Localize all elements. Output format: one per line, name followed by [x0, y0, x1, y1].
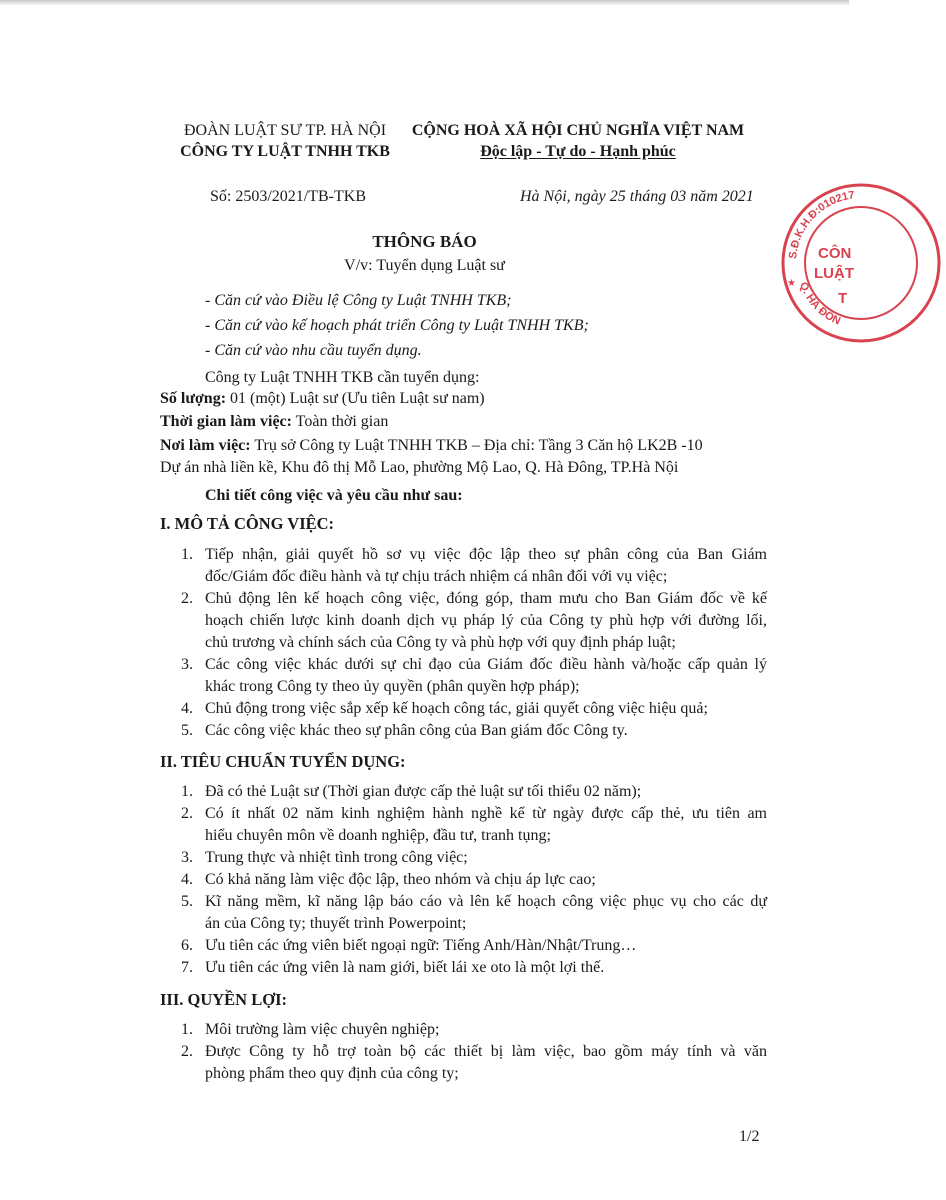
- list-text: Đã có thẻ Luật sư (Thời gian được cấp thẻ luật sư tối thiểu 02 năm);: [205, 783, 642, 800]
- list-item: [181, 803, 767, 847]
- list-number: 1.: [181, 1021, 193, 1038]
- section-heading: III. QUYỀN LỢI:: [160, 990, 287, 1009]
- section-heading: I. MÔ TẢ CÔNG VIỆC:: [160, 514, 335, 533]
- basis-line-1: - Căn cứ vào Điều lệ Công ty Luật TNHH TKB;: [205, 292, 512, 309]
- list-number: 4.: [181, 700, 193, 717]
- list-item: [181, 847, 767, 869]
- section-list: [181, 1019, 767, 1085]
- list-number: 2.: [181, 1043, 193, 1060]
- work-time-line: [160, 411, 388, 433]
- list-item: [181, 781, 767, 803]
- list-item: [181, 720, 767, 742]
- list-item: [181, 654, 767, 698]
- document-date: Hà Nội, ngày 25 tháng 03 năm 2021: [520, 188, 754, 205]
- list-item: [181, 869, 767, 891]
- list-item: [181, 588, 767, 654]
- work-time-value: Toàn thời gian: [291, 413, 389, 430]
- header-left: [160, 120, 410, 162]
- list-text: Được Công ty hỗ trợ toàn bộ các thiết bị làm việc, bao gồm máy tính và văn: [205, 1043, 767, 1060]
- list-text: Trung thực và nhiệt tình trong công việc;: [205, 849, 468, 866]
- list-text: Các công việc khác dưới sự chỉ đạo của Giám đốc điều hành và/hoặc cấp quản lý: [205, 656, 767, 673]
- company-seal: [776, 178, 946, 348]
- work-place-label: Nơi làm việc:: [160, 437, 251, 454]
- seal-ring-text: S.Đ.K.H.Đ:010217: [787, 189, 856, 260]
- work-place-value: Trụ sở Công ty Luật TNHH TKB – Địa chỉ: Tầng 3 Căn hộ LK2B -10: [250, 437, 703, 454]
- work-place-address: Dự án nhà liền kề, Khu đô thị Mỗ Lao, phường Mộ Lao, Q. Hà Đông, TP.Hà Nội: [160, 459, 679, 476]
- list-text: Kĩ năng mềm, kĩ năng lập báo cáo và lên kế hoạch công việc phục vụ cho các dự: [205, 893, 767, 910]
- list-item: [181, 935, 767, 957]
- seal-ring-bottom-text: Q. HÀ ĐÔN: [796, 280, 843, 328]
- work-time-label: Thời gian làm việc:: [160, 413, 292, 430]
- details-heading: Chi tiết công việc và yêu cầu như sau:: [205, 487, 463, 504]
- header-right: [408, 120, 748, 162]
- seal-inner-ring: [805, 207, 917, 319]
- national-title: CỘNG HOÀ XÃ HỘI CHỦ NGHĨA VIỆT NAM: [411, 122, 745, 139]
- section-heading: II. TIÊU CHUẨN TUYỂN DỤNG:: [160, 752, 406, 771]
- seal-text-line-2: LUẬT: [814, 265, 854, 282]
- document-subtitle: V/v: Tuyển dụng Luật sư: [344, 257, 505, 274]
- quantity-label: Số lượng:: [160, 390, 227, 407]
- list-text: Chủ động lên kế hoạch công việc, đóng góp, tham mưu cho Ban Giám đốc về kế: [205, 590, 767, 607]
- document-title: THÔNG BÁO: [372, 232, 477, 251]
- list-number: 1.: [181, 783, 193, 800]
- list-number: 3.: [181, 656, 193, 673]
- list-item: [181, 957, 767, 979]
- seal-star-icon: ★: [787, 278, 796, 289]
- intro-text: Công ty Luật TNHH TKB cần tuyển dụng:: [205, 369, 480, 386]
- list-text: Các công việc khác theo sự phân công của Ban giám đốc Công ty.: [205, 722, 628, 739]
- list-text: Có ít nhất 02 năm kinh nghiệm hành nghề kể từ ngày được cấp thẻ, ưu tiên am: [205, 805, 767, 822]
- list-number: 2.: [181, 805, 193, 822]
- list-text: Tiếp nhận, giải quyết hồ sơ vụ việc độc lập theo sự phân công của Ban Giám: [205, 546, 767, 563]
- list-text: hoạch chiến lược kinh doanh dịch vụ pháp lý của Công ty phù hợp với đường lối,: [205, 612, 767, 629]
- list-item: [181, 1019, 767, 1041]
- scan-edge: [0, 0, 849, 5]
- company-name: CÔNG TY LUẬT TNHH TKB: [180, 143, 390, 160]
- list-text: khác trong Công ty theo ủy quyền (phân quyền hợp pháp);: [205, 678, 580, 695]
- basis-line-2: - Căn cứ vào kế hoạch phát triển Công ty Luật TNHH TKB;: [205, 317, 589, 334]
- list-text: Có khả năng làm việc độc lập, theo nhóm và chịu áp lực cao;: [205, 871, 596, 888]
- list-text: Chủ động trong việc sắp xếp kế hoạch công tác, giải quyết công việc hiệu quả;: [205, 700, 708, 717]
- seal-outer-ring: [783, 185, 939, 341]
- list-item: [181, 698, 767, 720]
- list-text: Môi trường làm việc chuyên nghiệp;: [205, 1021, 440, 1038]
- work-place-line: [160, 435, 703, 457]
- quantity-line: [160, 388, 485, 410]
- list-number: 3.: [181, 849, 193, 866]
- list-text: phòng phẩm theo quy định của công ty;: [205, 1065, 459, 1082]
- quantity-value: 01 (một) Luật sư (Ưu tiên Luật sư nam): [226, 390, 485, 407]
- list-item: [181, 544, 767, 588]
- list-text: Ưu tiên các ứng viên là nam giới, biết lái xe oto là một lợi thế.: [205, 959, 605, 976]
- list-item: [181, 1041, 767, 1085]
- basis-line-3: - Căn cứ vào nhu cầu tuyển dụng.: [205, 342, 422, 359]
- list-number: 5.: [181, 893, 193, 910]
- seal-text-line-3: T: [838, 290, 848, 307]
- list-text: chủ trương và chính sách của Công ty và phù hợp với quy định pháp luật;: [205, 634, 676, 651]
- bar-association-name: ĐOÀN LUẬT SƯ TP. HÀ NỘI: [183, 122, 387, 139]
- list-text: hiểu chuyên môn về doanh nghiệp, đầu tư, tranh tụng;: [205, 827, 551, 844]
- section-list: [181, 544, 767, 742]
- document-number: Số: 2503/2021/TB-TKB: [210, 188, 367, 205]
- list-number: 4.: [181, 871, 193, 888]
- national-motto: Độc lập - Tự do - Hạnh phúc: [480, 143, 676, 160]
- seal-text-line-1: CÔN: [818, 245, 852, 262]
- section-list: [181, 781, 767, 979]
- page-number: 1/2: [739, 1128, 760, 1145]
- list-number: 2.: [181, 590, 193, 607]
- list-item: [181, 891, 767, 935]
- list-number: 6.: [181, 937, 193, 954]
- list-text: Ưu tiên các ứng viên biết ngoại ngữ: Tiếng Anh/Hàn/Nhật/Trung…: [205, 937, 637, 954]
- list-text: án của Công ty; thuyết trình Powerpoint;: [205, 915, 467, 932]
- list-text: đốc/Giám đốc điều hành và tự chịu trách nhiệm cá nhân đối với vụ việc;: [205, 568, 668, 585]
- list-number: 1.: [181, 546, 193, 563]
- list-number: 7.: [181, 959, 193, 976]
- list-number: 5.: [181, 722, 193, 739]
